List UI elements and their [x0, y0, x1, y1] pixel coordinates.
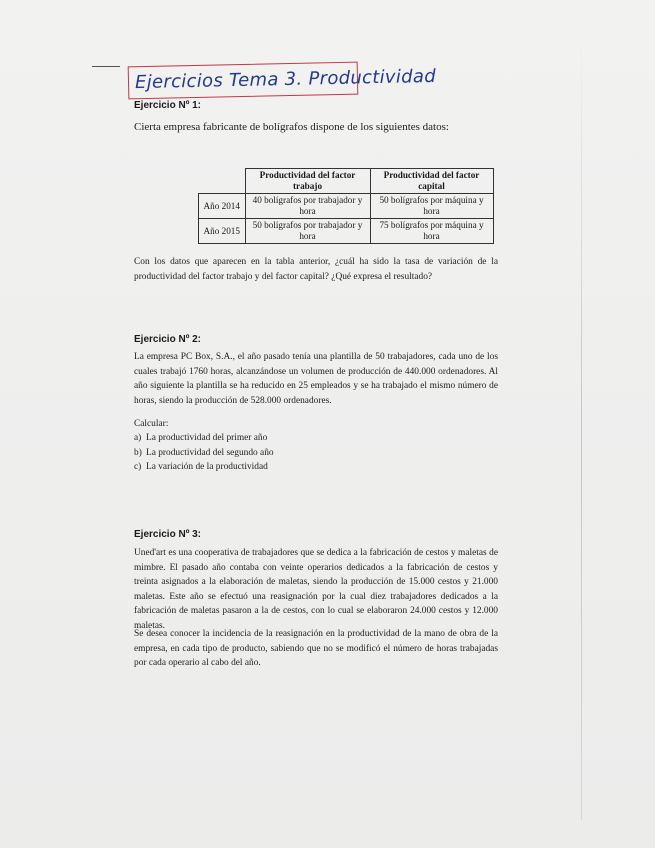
productivity-table: [198, 168, 494, 244]
margin-dash: [92, 66, 120, 67]
exercise-2-calc-label: Calcular:: [134, 419, 169, 429]
table-corner-cell: [199, 169, 246, 194]
row-capital: 50 bolígrafos por máquina y hora: [370, 194, 493, 219]
list-item: b) La productividad del segundo año: [134, 447, 274, 458]
exercise-2-list: [134, 431, 274, 475]
row-labour: 50 bolígrafos por trabajador y hora: [245, 219, 370, 244]
table-header-row: [199, 169, 494, 194]
table-row: [199, 194, 494, 219]
table-row: [199, 219, 494, 244]
exercise-1-question: Con los datos que aparecen en la tabla anterior, ¿cuál ha sido la tasa de variación de la productividad del factor trabajo y del factor capital? ¿Qué expresa el resultado?: [134, 257, 498, 282]
exercise-3-text-1: Uned'art es una cooperativa de trabajadores que se dedica a la fabricación de cestos y maletas de mimbre. El pasado año contaba con veinte operarios dedicados a la fabricación de cestos y treinta asignados a la elaboración de maletas, siendo la producción de 15.000 cestos y 21.000 maletas. Este año se efectuó una reasignación por la cual diez trabajadores dedicados a la fabricación de maletas pasaron a la de cestos, con lo cual se elaboraron 24.000 cestos y 12.000 maletas.: [134, 548, 498, 631]
header-capital: Productividad del factor capital: [370, 169, 493, 194]
row-capital: 75 bolígrafos por máquina y hora: [370, 219, 493, 244]
page-edge-line: [581, 30, 582, 820]
exercise-2-text: La empresa PC Box, S.A., el año pasado tenía una plantilla de 50 trabajadores, cada uno de los cuales trabajó 1760 horas, alcanzándose un volumen de producción de 440.000 ordenadores. Al año siguiente la plantilla se ha reducido en 25 empleados y se ha trabajado el mismo número de horas, siendo la producción de 528.000 ordenadores.: [134, 352, 498, 406]
exercise-1-heading: Ejercicio Nº 1:: [134, 100, 202, 111]
exercise-2-heading: Ejercicio Nº 2:: [134, 334, 202, 345]
exercise-3-heading: Ejercicio Nº 3:: [134, 529, 202, 540]
row-labour: 40 bolígrafos por trabajador y hora: [245, 194, 370, 219]
exercise-1-intro: Cierta empresa fabricante de bolígrafos dispone de los siguientes datos:: [134, 121, 449, 133]
exercise-3-text-2: Se desea conocer la incidencia de la reasignación en la productividad de la mano de obra de la empresa, en cada tipo de producto, sabiendo que no se modificó el número de horas trabajadas por cada operario al cabo del año.: [134, 629, 498, 669]
header-labour: Productividad del factor trabajo: [245, 169, 370, 194]
row-year: Año 2015: [199, 219, 246, 244]
list-item: c) La variación de la productividad: [134, 462, 268, 473]
list-item: a) La productividad del primer año: [134, 433, 268, 443]
row-year: Año 2014: [199, 194, 246, 219]
handwritten-title: Ejercicios Tema 3. Productividad: [134, 65, 437, 94]
